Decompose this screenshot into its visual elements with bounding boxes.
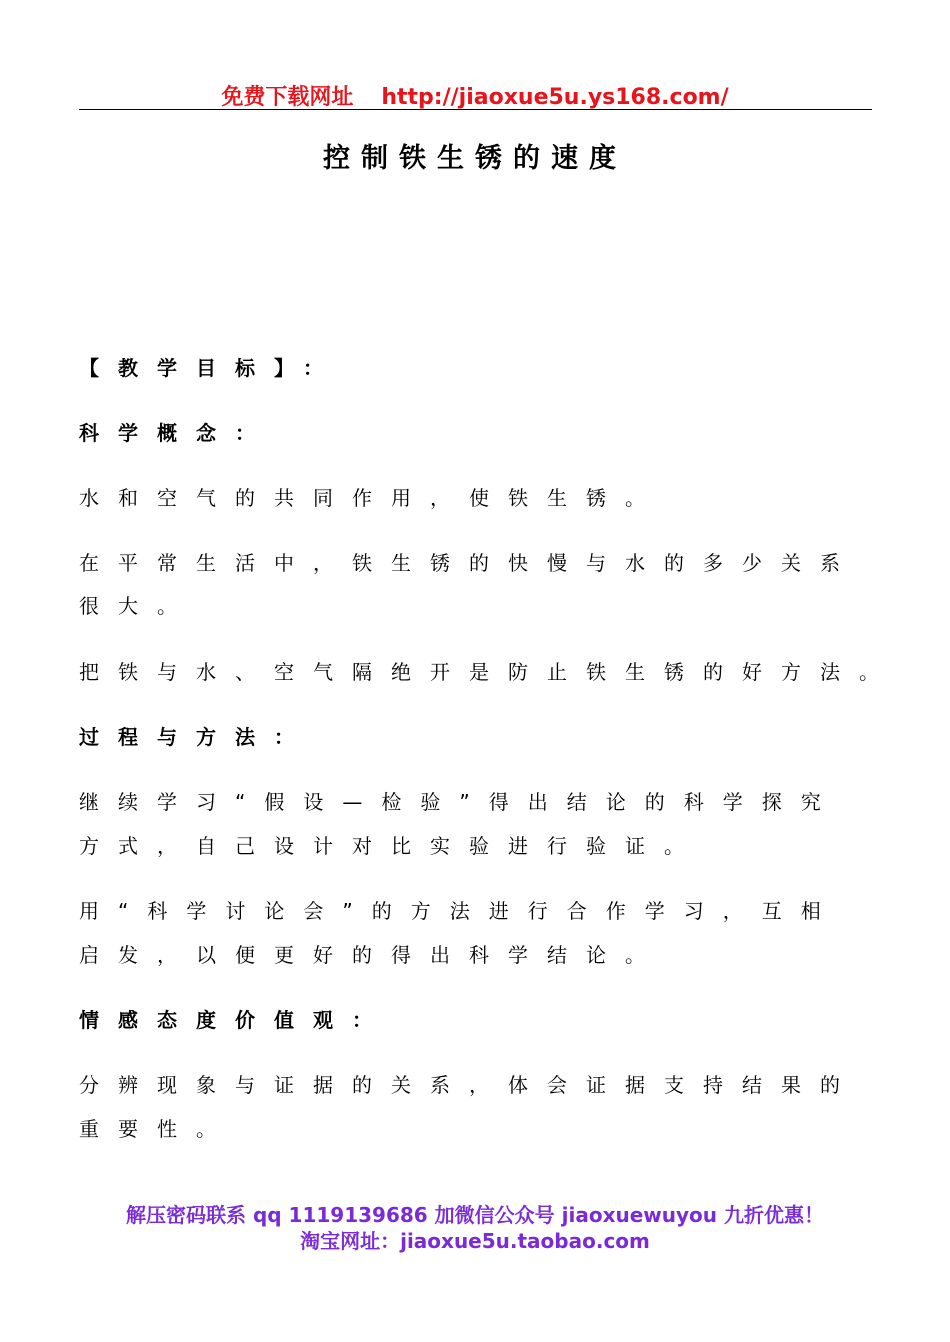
- download-label: 免费下载网址: [221, 85, 354, 110]
- process-line: 继续学习“假设—检验”得出结论的科学探究: [79, 790, 840, 814]
- concept-line: 水和空气的共同作用，使铁生锈。: [79, 486, 664, 510]
- process-line: 启发，以便更好的得出科学结论。: [79, 943, 664, 967]
- download-url-link[interactable]: http://jiaoxue5u.ys168.com/: [381, 85, 729, 110]
- objectives-heading: 【教学目标】：: [79, 356, 342, 380]
- attitude-line: 分辨现象与证据的关系，体会证据支持结果的: [79, 1073, 859, 1097]
- process-line: 用“科学讨论会”的方法进行合作学习，互相: [79, 899, 840, 923]
- footer-shop-link[interactable]: 淘宝网址：jiaoxue5u.taobao.com: [300, 1229, 650, 1253]
- download-header: [0, 80, 950, 111]
- header-divider: [79, 109, 872, 110]
- attitude-line: 重要性。: [79, 1117, 235, 1141]
- concept-line: 在平常生活中，铁生锈的快慢与水的多少关系: [79, 551, 859, 575]
- attitude-heading: 情感态度价值观：: [79, 1008, 391, 1032]
- concepts-heading: 科学概念：: [79, 421, 274, 445]
- process-line: 方式，自己设计对比实验进行验证。: [79, 834, 703, 858]
- concept-line: 很大。: [79, 594, 196, 618]
- footer-contact: 解压密码联系 qq 1119139686 加微信公众号 jiaoxuewuyou 九折优惠！: [126, 1203, 824, 1227]
- page-title: 控制铁生锈的速度: [323, 143, 627, 174]
- concept-line: 把铁与水、空气隔绝开是防止铁生锈的好方法。: [79, 660, 898, 684]
- process-heading: 过程与方法：: [79, 725, 313, 749]
